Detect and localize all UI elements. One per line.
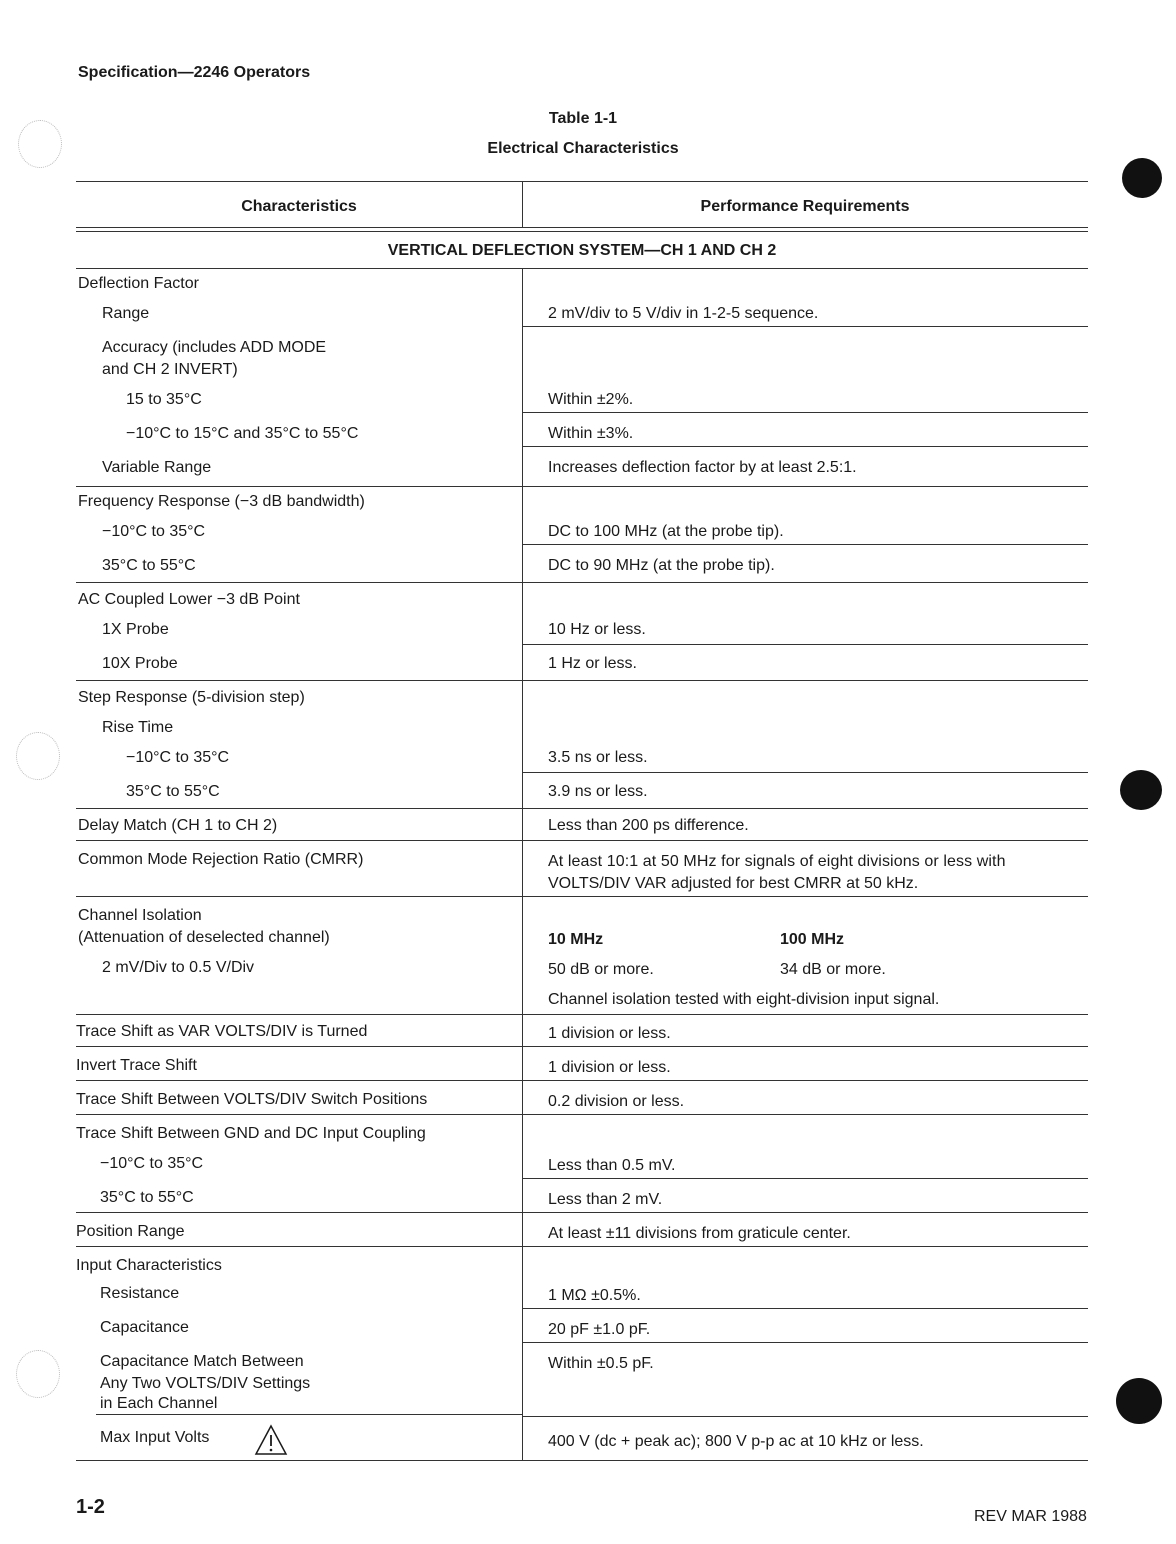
requirement-text: Channel isolation tested with eight-division input signal. (548, 991, 940, 1008)
row-rule (522, 1080, 1088, 1081)
characteristic-label: −10°C to 35°C (102, 523, 206, 540)
punch-hole (1116, 1378, 1162, 1424)
characteristic-label: Trace Shift Between VOLTS/DIV Switch Positions (76, 1091, 428, 1108)
characteristic-label: −10°C to 35°C (126, 749, 230, 766)
column-subheader-100mhz: 100 MHz (780, 931, 845, 948)
requirement-text: Within ±2%. (548, 391, 634, 408)
requirement-text: At least 10:1 at 50 MHz for signals of eight divisions or less with (548, 853, 1006, 870)
row-rule (96, 1414, 522, 1415)
characteristic-label: (Attenuation of deselected channel) (78, 929, 330, 946)
requirement-text: VOLTS/DIV VAR adjusted for best CMRR at 50 kHz. (548, 875, 919, 892)
characteristic-label: Resistance (100, 1285, 180, 1302)
characteristic-label: 35°C to 55°C (100, 1189, 194, 1206)
requirement-text: Within ±0.5 pF. (548, 1355, 654, 1372)
characteristic-label: AC Coupled Lower −3 dB Point (78, 591, 300, 608)
section-rule (76, 268, 1088, 269)
column-header-performance: Performance Requirements (700, 198, 910, 215)
requirement-text: 3.9 ns or less. (548, 783, 648, 800)
characteristic-label: Range (102, 305, 150, 322)
characteristic-label: Common Mode Rejection Ratio (CMRR) (78, 851, 364, 868)
row-rule (522, 1416, 1088, 1417)
characteristic-label: and CH 2 INVERT) (102, 361, 238, 378)
requirement-text: 1 division or less. (548, 1025, 671, 1042)
table-top-rule (76, 181, 1088, 182)
row-rule (522, 544, 1088, 545)
requirement-text: Increases deflection factor by at least 2.5:1. (548, 459, 857, 476)
punch-hole (1122, 158, 1162, 198)
characteristic-label: Step Response (5-division step) (78, 689, 305, 706)
characteristic-label: 35°C to 55°C (102, 557, 196, 574)
requirement-text: 3.5 ns or less. (548, 749, 648, 766)
row-rule (522, 680, 1088, 681)
characteristic-label: in Each Channel (100, 1395, 218, 1412)
requirement-text: 2 mV/div to 5 V/div in 1-2-5 sequence. (548, 305, 819, 322)
requirement-text: 400 V (dc + peak ac); 800 V p-p ac at 10 kHz or less. (548, 1433, 924, 1450)
row-rule (522, 1014, 1088, 1015)
row-rule (76, 1046, 522, 1047)
row-rule (522, 1046, 1088, 1047)
row-rule (522, 840, 1088, 841)
characteristic-label: −10°C to 35°C (100, 1155, 204, 1172)
requirement-text: DC to 90 MHz (at the probe tip). (548, 557, 775, 574)
row-rule (76, 1246, 522, 1247)
characteristic-label: Any Two VOLTS/DIV Settings (100, 1375, 311, 1392)
row-rule (522, 808, 1088, 809)
requirement-text: Less than 0.5 mV. (548, 1157, 676, 1174)
table-number: Table 1-1 (548, 110, 618, 127)
table-title: Electrical Characteristics (487, 140, 679, 157)
characteristic-label: Delay Match (CH 1 to CH 2) (78, 817, 278, 834)
characteristic-label: Trace Shift Between GND and DC Input Coupling (76, 1125, 426, 1142)
characteristic-label: Deflection Factor (78, 275, 199, 292)
row-rule (522, 1342, 1088, 1343)
row-rule (76, 486, 522, 487)
characteristic-label: Rise Time (102, 719, 174, 736)
warning-triangle-icon (254, 1424, 288, 1456)
row-rule (522, 1308, 1088, 1309)
characteristic-label: 2 mV/Div to 0.5 V/Div (102, 959, 255, 976)
row-rule (76, 1080, 522, 1081)
requirement-text: 10 Hz or less. (548, 621, 646, 638)
row-rule (522, 644, 1088, 645)
section-title: VERTICAL DEFLECTION SYSTEM—CH 1 AND CH 2 (387, 242, 777, 259)
header-double-rule (76, 231, 1088, 232)
characteristic-label: Capacitance Match Between (100, 1353, 304, 1370)
characteristic-label: Capacitance (100, 1319, 189, 1336)
requirement-text: 34 dB or more. (780, 961, 886, 978)
column-subheader-10mhz: 10 MHz (548, 931, 604, 948)
revision-date: REV MAR 1988 (974, 1508, 1087, 1525)
characteristic-label: Trace Shift as VAR VOLTS/DIV is Turned (76, 1023, 368, 1040)
characteristic-label: Frequency Response (−3 dB bandwidth) (78, 493, 365, 510)
row-rule (522, 326, 1088, 327)
row-rule (76, 1014, 522, 1015)
row-rule (76, 582, 522, 583)
requirement-text: Within ±3%. (548, 425, 634, 442)
row-rule (522, 1178, 1088, 1179)
characteristic-label: Position Range (76, 1223, 185, 1240)
row-rule (522, 772, 1088, 773)
row-rule (522, 1246, 1088, 1247)
row-rule (522, 582, 1088, 583)
row-rule (76, 896, 522, 897)
requirement-text: Less than 2 mV. (548, 1191, 663, 1208)
page-number: 1-2 (76, 1496, 105, 1518)
row-rule (76, 808, 522, 809)
requirement-text: 1 division or less. (548, 1059, 671, 1076)
row-rule (76, 680, 522, 681)
characteristic-label: 35°C to 55°C (126, 783, 220, 800)
table-bottom-rule (522, 1460, 1088, 1461)
row-rule (76, 1212, 522, 1213)
row-rule (522, 896, 1088, 897)
requirement-text: At least ±11 divisions from graticule center. (548, 1225, 851, 1242)
characteristic-label: Input Characteristics (76, 1257, 222, 1274)
requirement-text: 1 Hz or less. (548, 655, 637, 672)
characteristic-label: Max Input Volts (100, 1429, 210, 1446)
characteristic-label: −10°C to 15°C and 35°C to 55°C (126, 425, 359, 442)
requirement-text: 50 dB or more. (548, 961, 654, 978)
row-rule (76, 1114, 522, 1115)
header-double-rule (76, 227, 1088, 228)
punch-hole-ghost (16, 732, 60, 780)
requirement-text: DC to 100 MHz (at the probe tip). (548, 523, 784, 540)
characteristic-label: Accuracy (includes ADD MODE (102, 339, 327, 356)
punch-hole-ghost (16, 1350, 60, 1398)
characteristic-label: 10X Probe (102, 655, 178, 672)
punch-hole (1120, 770, 1162, 810)
characteristic-label: Channel Isolation (78, 907, 202, 924)
row-rule (522, 446, 1088, 447)
row-rule (76, 840, 522, 841)
row-rule (522, 486, 1088, 487)
row-rule (522, 412, 1088, 413)
row-rule (522, 1212, 1088, 1213)
characteristic-label: 15 to 35°C (126, 391, 202, 408)
characteristic-label: Variable Range (102, 459, 212, 476)
table-bottom-rule (76, 1460, 522, 1461)
punch-hole-ghost (18, 120, 62, 168)
column-header-characteristics: Characteristics (241, 198, 357, 215)
characteristic-label: 1X Probe (102, 621, 169, 638)
requirement-text: 1 MΩ ±0.5%. (548, 1287, 641, 1304)
requirement-text: 0.2 division or less. (548, 1093, 685, 1110)
row-rule (522, 1114, 1088, 1115)
requirement-text: 20 pF ±1.0 pF. (548, 1321, 651, 1338)
page-header: Specification—2246 Operators (78, 64, 311, 81)
requirement-text: Less than 200 ps difference. (548, 817, 749, 834)
characteristic-label: Invert Trace Shift (76, 1057, 197, 1074)
